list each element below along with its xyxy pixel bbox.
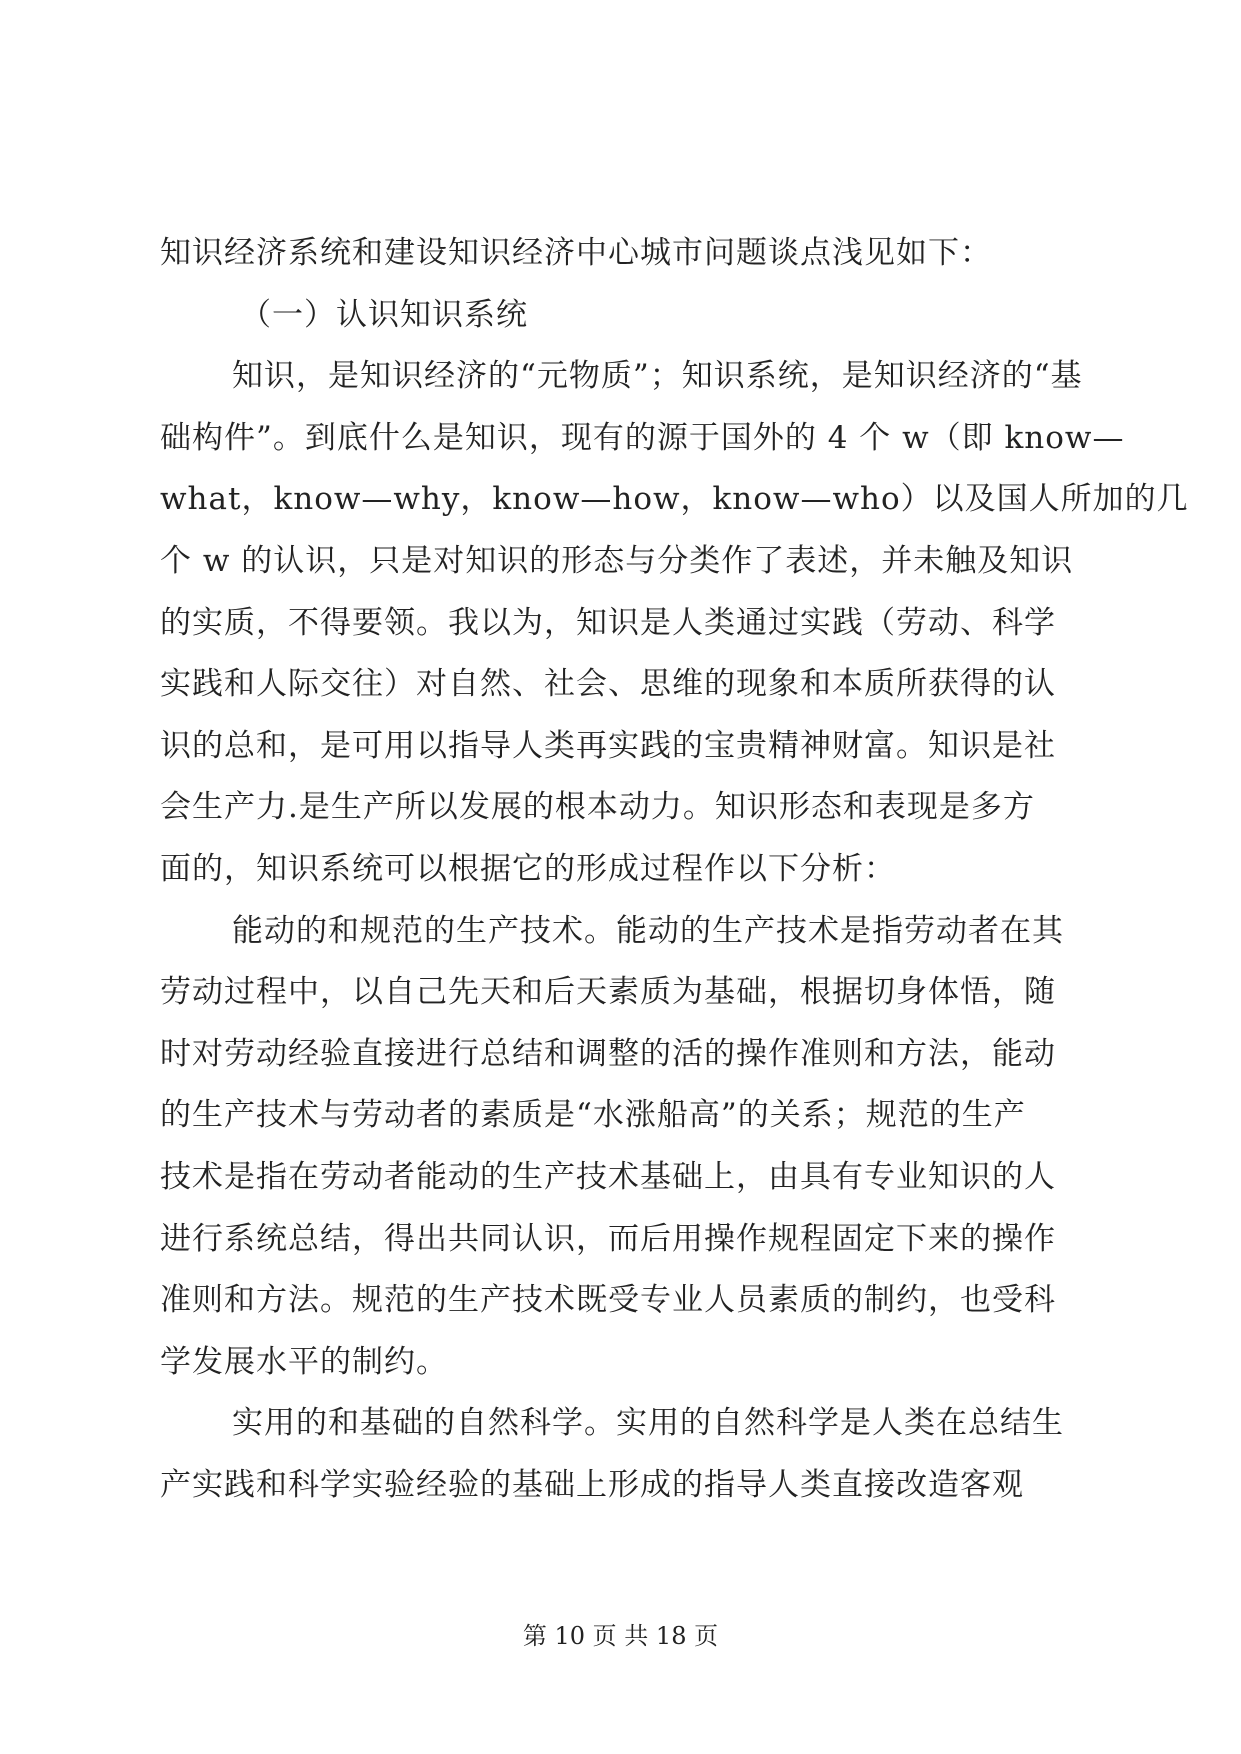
paragraph-first-line: 实用的和基础的自然科学。实用的自然科学是人类在总结生: [232, 1405, 1064, 1442]
document-body: [160, 223, 1189, 1516]
text-line: 的实质，不得要领。我以为，知识是人类通过实践（劳动、科学: [160, 604, 1056, 641]
text-line: 础构件”。到底什么是知识，现有的源于国外的 4 个 w（即 know—: [160, 419, 1125, 456]
text-line: 技术是指在劳动者能动的生产技术基础上，由具有专业知识的人: [160, 1158, 1056, 1195]
text-line: 会生产力.是生产所以发展的根本动力。知识形态和表现是多方: [160, 789, 1035, 826]
page-number-footer: 第 10 页 共 18 页: [522, 1622, 719, 1650]
section-heading: （一）认识知识系统: [240, 296, 528, 333]
text-line: 进行系统总结，得出共同认识，而后用操作规程固定下来的操作: [160, 1220, 1056, 1257]
text-line: 学发展水平的制约。: [160, 1343, 448, 1380]
text-line: 个 w 的认识，只是对知识的形态与分类作了表述，并未触及知识: [160, 542, 1074, 579]
text-line: 实践和人际交往）对自然、社会、思维的现象和本质所获得的认: [160, 666, 1056, 703]
text-line: 准则和方法。规范的生产技术既受专业人员素质的制约，也受科: [160, 1282, 1056, 1319]
paragraph-first-line: 能动的和规范的生产技术。能动的生产技术是指劳动者在其: [232, 912, 1064, 949]
text-line: 知识经济系统和建设知识经济中心城市问题谈点浅见如下：: [160, 235, 992, 271]
text-line: 时对劳动经验直接进行总结和调整的活的操作准则和方法，能动: [160, 1035, 1056, 1072]
text-line: 识的总和，是可用以指导人类再实践的宝贵精神财富。知识是社: [160, 727, 1056, 764]
text-line: what，know—why，know—how，know—who）以及国人所加的几: [160, 481, 1189, 518]
text-line: 劳动过程中，以自己先天和后天素质为基础，根据切身体悟，随: [160, 974, 1056, 1011]
text-line: 的生产技术与劳动者的素质是“水涨船高”的关系；规范的生产: [160, 1097, 1026, 1134]
text-line: 产实践和科学实验经验的基础上形成的指导人类直接改造客观: [160, 1466, 1024, 1503]
paragraph-first-line: 知识，是知识经济的“元物质”；知识系统，是知识经济的“基: [232, 358, 1083, 395]
text-line: 面的，知识系统可以根据它的形成过程作以下分析：: [160, 850, 896, 887]
